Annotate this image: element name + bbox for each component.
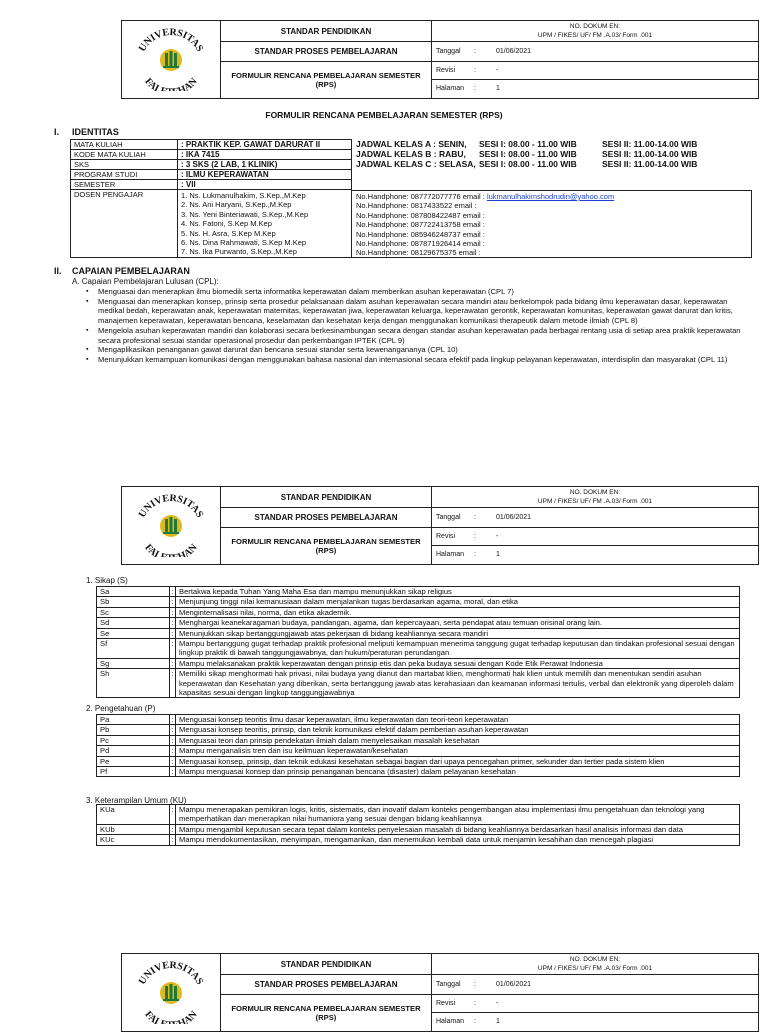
table-row: Sd : Menghargai keanekaragaman budaya, pandangan, agama, dan kepercayaan, serta pendapat atau temuan orisinal orang lain. — [97, 618, 740, 628]
doc-number: UPM / FIKES/ UF/ FM .A.03/ Form .001 — [537, 498, 653, 505]
dosen-item: 1. Ns. Lukmanulhakim, S.Kep.,M.Kep — [181, 191, 306, 200]
kode-mk-value: : IKA 7415 — [178, 150, 352, 160]
doc-number-label: NO. DOKUM EN: — [569, 489, 621, 496]
cpl-item: ▪ Menguasai dan menerapkan konsep, prinsip serta prosedur pelaksanaan dalam asuhan keperawatan secara mandiri atau berkelompok pada bidang ilmu keperawatan dasar, keperawatan medikal bedah, keperawatan anak, keperawatan maternitas, keperawatan jiwa, keperawatan keluarga, keperawatan gerontik, keperawatan komunitas, keperawatan gawat darurat dan kritis, manajemen keperawatan, keperawatan bencana, keselamatan dan kesehatan kerja dengan menggunakan komunikasi therapeutik dalam metode ilmiah (CPL 8) — [86, 297, 746, 326]
cpl-subheading: A. Capaian Pembelajaran Lulusan (CPL): — [72, 277, 219, 286]
doc-number-cell — [432, 21, 759, 42]
revisi-row: Revisi : - — [432, 62, 758, 80]
table-row: Sg : Mampu melaksanakan praktik keperawatan dengan prinsip etis dan peka budaya sesuai dengan Kode Etik Perawat Indonesia — [97, 658, 740, 668]
table-row: Se : Menunjukkan sikap bertanggungjawab atas pekerjaan di bidang keahliannya secara mandiri — [97, 628, 740, 638]
cpl-item: ▪ Menguasai dan menerapkan ilmu biomedik serta informatika keperawatan dalam memberikan asuhan keperawatan (CPL 7) — [86, 287, 746, 297]
pengetahuan-table — [96, 714, 740, 777]
svg-text:FALETEHAN — [142, 1008, 200, 1023]
university-logo — [122, 21, 221, 99]
jadwal-kelas-c: JADWAL KELAS C : SELASA, SESI I: 08.00 - 11.00 WIB SESI II: 11.00-14.00 WIB — [356, 159, 698, 169]
phone-item: No.Handphone: 087722413758 email : — [356, 220, 485, 230]
page-header — [121, 953, 759, 1032]
table-row: Sb : Menjunjung tinggi nilai kemanusiaan dalam menjalankan tugas berdasarkan agama, moral, dan etika — [97, 597, 740, 607]
halaman-row: Halaman : 1 — [436, 85, 500, 92]
document-title: FORMULIR RENCANA PEMBELAJARAN SEMESTER (RPS) — [265, 110, 503, 120]
section-identitas-heading: I. IDENTITAS — [54, 127, 119, 137]
table-row: Pe : Menguasai konsep, prinsip, dan teknik edukasi kesehatan sebagai bagian dari upaya pencegahan primer, sekunder dan tertier pada sistem klien — [97, 756, 740, 766]
cpl-item: ▪ Mengelola asuhan keperawatan mandiri dan kolaborasi secara berkesinambungan secara dengan standar asuhan keperawatan pada berbagai rentang usia di setiap area praktik keperawatan secara profesional sesuai standar operasional prosedur dan perkembangan IPTEK (CPL 9) — [86, 326, 746, 345]
doc-number: UPM / FIKES/ UF/ FM .A.03/ Form .001 — [537, 965, 653, 972]
logo-text-top: UNIVERSITAS — [136, 959, 206, 987]
dosen-item: 4. Ns. Fatoni, S.Kep M.Kep — [181, 219, 272, 229]
page-header — [121, 486, 759, 565]
doc-number-label: NO. DOKUM EN: — [569, 23, 621, 30]
dosen-list — [178, 190, 352, 258]
semester-value: : VII — [178, 180, 352, 190]
doc-number: UPM / FIKES/ UF/ FM .A.03/ Form .001 — [537, 32, 653, 39]
table-row: Sa : Bertakwa kepada Tuhan Yang Maha Esa dan mampu menunjukkan sikap religius — [97, 587, 740, 597]
tanggal-cell: Tanggal : 01/06/2021 — [432, 975, 759, 995]
header-title-formulir: FORMULIR RENCANA PEMBELAJARAN SEMESTER (RPS) — [221, 62, 432, 99]
logo-text-bottom: FAL HAN — [142, 1008, 200, 1024]
header-title-standar-pendidikan: STANDAR PENDIDIKAN — [221, 954, 432, 975]
prodi-value: : ILMU KEPERAWATAN — [178, 170, 352, 180]
mata-kuliah-value: : PRAKTIK KEP. GAWAT DARURAT II — [178, 140, 352, 150]
header-title-standar-pendidikan: STANDAR PENDIDIKAN — [221, 21, 432, 42]
logo-text-top: UNIVERSITAS — [136, 26, 206, 54]
table-row: KUa : Mampu menerapakan pemikiran logis, kritis, sistematis, dan inovatif dalam konteks pengembangan atau implementasi ilmu pengetahuan dan teknologi yang memperhatikan dan menerapkan nilai humaniora yang sesuai dengan bidang keahliannya — [97, 805, 740, 825]
phone-item: No.Handphone: 085946248737 email : — [356, 229, 485, 239]
doc-number-cell — [432, 954, 759, 975]
table-row: Sf : Mampu bertanggung gugat terhadap praktik profesional meliputi kemampuan menerima tanggung gugat terhadap keputusan dan tindakan profesional sesuai dengan lingkup praktik di bawah tanggungjawabnya, dan hukum/peraturan perundangan — [97, 639, 740, 659]
table-row: Sc : Menginternalisasi nilai, norma, dan etika akademik. — [97, 607, 740, 617]
dosen-item: 6. Ns. Dina Rahmawati, S.Kep M.Kep — [181, 238, 307, 248]
page-header — [121, 20, 759, 99]
cpl-item: ▪ Menunjukkan kemampuan komunikasi dengan menggunakan bahasa nasional dan internasional secara efektif pada lingkup pelayanan keperawatan, interdisiplin dan masyarakat (CPL 11) — [86, 355, 746, 365]
table-row: Pf : Mampu menguasai konsep dan prinsip penanganan bencana (disaster) dalam pelayanan kesehatan — [97, 767, 740, 777]
phone-item: No.Handphone: 087871926414 email : — [356, 239, 485, 249]
pengetahuan-heading: 2. Pengetahuan (P) — [86, 704, 156, 713]
dosen-label: DOSEN PENGAJAR — [71, 190, 178, 258]
doc-number-label: NO. DOKUM EN: — [569, 956, 621, 963]
cpl-item: ▪ Mengaplikasikan penanganan gawat darurat dan bencana sesuai standar serta kewenangananya (CPL 10) — [86, 345, 746, 355]
table-row: Pd : Mampu menganalisis tren dan isu keilmuan keperawatan/kesehatan — [97, 746, 740, 756]
identitas-table: MATA KULIAH : PRAKTIK KEP. GAWAT DARURAT II KODE MATA KULIAH : IKA 7415 SKS : 3 SKS (2 LAB, 1 KLINIK) PROGRAM STUDI : ILMU KEPERAWATAN SEMESTER : VII DOSEN PENGAJAR 1. Ns. Lukmanulhakim, S.Kep.,M.Kep 2. Ns. Ani Haryani, S.Kep.,M.Kep 3. Ns. Yeni Binteriawati, S.Kep.,M.Kep 4. Ns. Fatoni, S.Kep M.Kep 5. Ns. H. Asra, S.Kep M.Kep 6. Ns. Dina Rahmawati, S.Kep M.Kep 7. Ns. Ika Purwanto, S.Kep.,M.Kep — [70, 139, 352, 258]
logo-text-bottom: FAL HAN — [142, 75, 200, 91]
section-capaian-heading: II. CAPAIAN PEMBELAJARAN — [54, 266, 190, 276]
tanggal-label: Tanggal — [436, 48, 461, 55]
doc-number-cell — [432, 487, 759, 508]
header-title-standar-proses: STANDAR PROSES PEMBELAJARAN — [221, 508, 432, 528]
logo-text-bottom: FAL HAN — [142, 541, 200, 557]
table-row: Pa : Menguasai konsep teoritis ilmu dasar keperawatan, ilmu keperawatan dan teori-teori keperawatan — [97, 715, 740, 725]
keterampilan-heading: 3. Keterampilan Umum (KU) — [86, 796, 187, 805]
dosen-item: 3. Ns. Yeni Binteriawati, S.Kep.,M.Kep — [181, 209, 309, 219]
jadwal-kelas-b: JADWAL KELAS B : RABU, SESI I: 08.00 - 11.00 WIB SESI II: 11.00-14.00 WIB — [356, 149, 698, 159]
email-link[interactable]: lukmanulhakimshodrudin@yahoo.com — [486, 192, 615, 201]
header-title-formulir: FORMULIR RENCANA PEMBELAJARAN SEMESTER (RPS) — [221, 528, 432, 565]
sikap-table — [96, 586, 740, 698]
university-logo — [122, 487, 221, 565]
phone-item: No.Handphone: 087808422487 email : — [356, 210, 485, 220]
table-row: Pb : Menguasai konsep teoritis, prinsip, dan teknik komunikasi efektif dalam pemberian asuhan keperawatan — [97, 725, 740, 735]
phone-item: No.Handphone: 087772077776 email : lukmanulhakimshodrudin@yahoo.com — [356, 192, 615, 201]
svg-text:FALETEHAN — [142, 541, 200, 556]
halaman-row: Halaman : 1 — [436, 551, 500, 558]
dosen-item: 2. Ns. Ani Haryani, S.Kep.,M.Kep — [181, 200, 292, 210]
revisi-row: Revisi : - — [432, 995, 758, 1013]
keterampilan-table — [96, 804, 740, 846]
logo-text-top: UNIVERSITAS — [136, 492, 206, 520]
dosen-item: 5. Ns. H. Asra, S.Kep M.Kep — [181, 228, 276, 238]
sks-value: : 3 SKS (2 LAB, 1 KLINIK) — [178, 160, 352, 170]
table-row: Sh : Memiliki sikap menghormati hak privasi, nilai budaya yang dianut dan martabat klien, menghormati hak klien untuk memilih dan menentukan sendiri asuhan keperawatan dan Kesehatan yang diberikan, serta bertanggung jawab atas kerahasiaan dan keamanan informasi tertulis, verbal dan elektronik yang diperoleh dalam kapasitas sesuai dengan lingkup tanggungjawabnya — [97, 669, 740, 698]
cpl-list — [86, 287, 746, 365]
phone-item: No.Handphone: 08129675375 email : — [356, 248, 481, 258]
header-title-standar-proses: STANDAR PROSES PEMBELAJARAN — [221, 975, 432, 995]
tanggal-cell: Tanggal : 01/06/2021 — [432, 42, 759, 62]
header-title-standar-proses: STANDAR PROSES PEMBELAJARAN — [221, 42, 432, 62]
header-title-standar-pendidikan: STANDAR PENDIDIKAN — [221, 487, 432, 508]
table-row: Pc : Menguasai teori dan prinsip pendekatan ilmiah dalam menyelesaikan masalah kesehatan — [97, 735, 740, 745]
tanggal-value: 01/06/2021 — [496, 48, 532, 55]
revisi-row: Revisi : - — [432, 528, 758, 546]
phone-item: No.Handphone: 0817433522 email : — [356, 201, 477, 211]
jadwal-kelas-a: JADWAL KELAS A : SENIN, SESI I: 08.00 - 11.00 WIB SESI II: 11.00-14.00 WIB — [356, 139, 698, 149]
tanggal-cell: Tanggal : 01/06/2021 — [432, 508, 759, 528]
university-logo — [122, 954, 221, 1032]
jadwal-block — [356, 139, 697, 169]
dosen-item: 7. Ns. Ika Purwanto, S.Kep.,M.Kep — [181, 247, 297, 257]
header-title-formulir: FORMULIR RENCANA PEMBELAJARAN SEMESTER (RPS) — [221, 995, 432, 1032]
table-row: KUb : Mampu mengambil keputusan secara tepat dalam konteks penyelesaian masalah di bidang keahliannya berdasarkan hasil analisis informasi dan data — [97, 824, 740, 834]
svg-text:FALETEHAN — [142, 75, 200, 90]
phone-list — [352, 190, 752, 258]
halaman-row: Halaman : 1 — [436, 1018, 500, 1025]
table-row: KUc : Mampu mendokumentasikan, menyimpan, mengamankan, dan menemukan kembali data untuk menjamin kesahihan dan mencegah plagiasi — [97, 835, 740, 845]
sikap-heading: 1. Sikap (S) — [86, 576, 128, 585]
